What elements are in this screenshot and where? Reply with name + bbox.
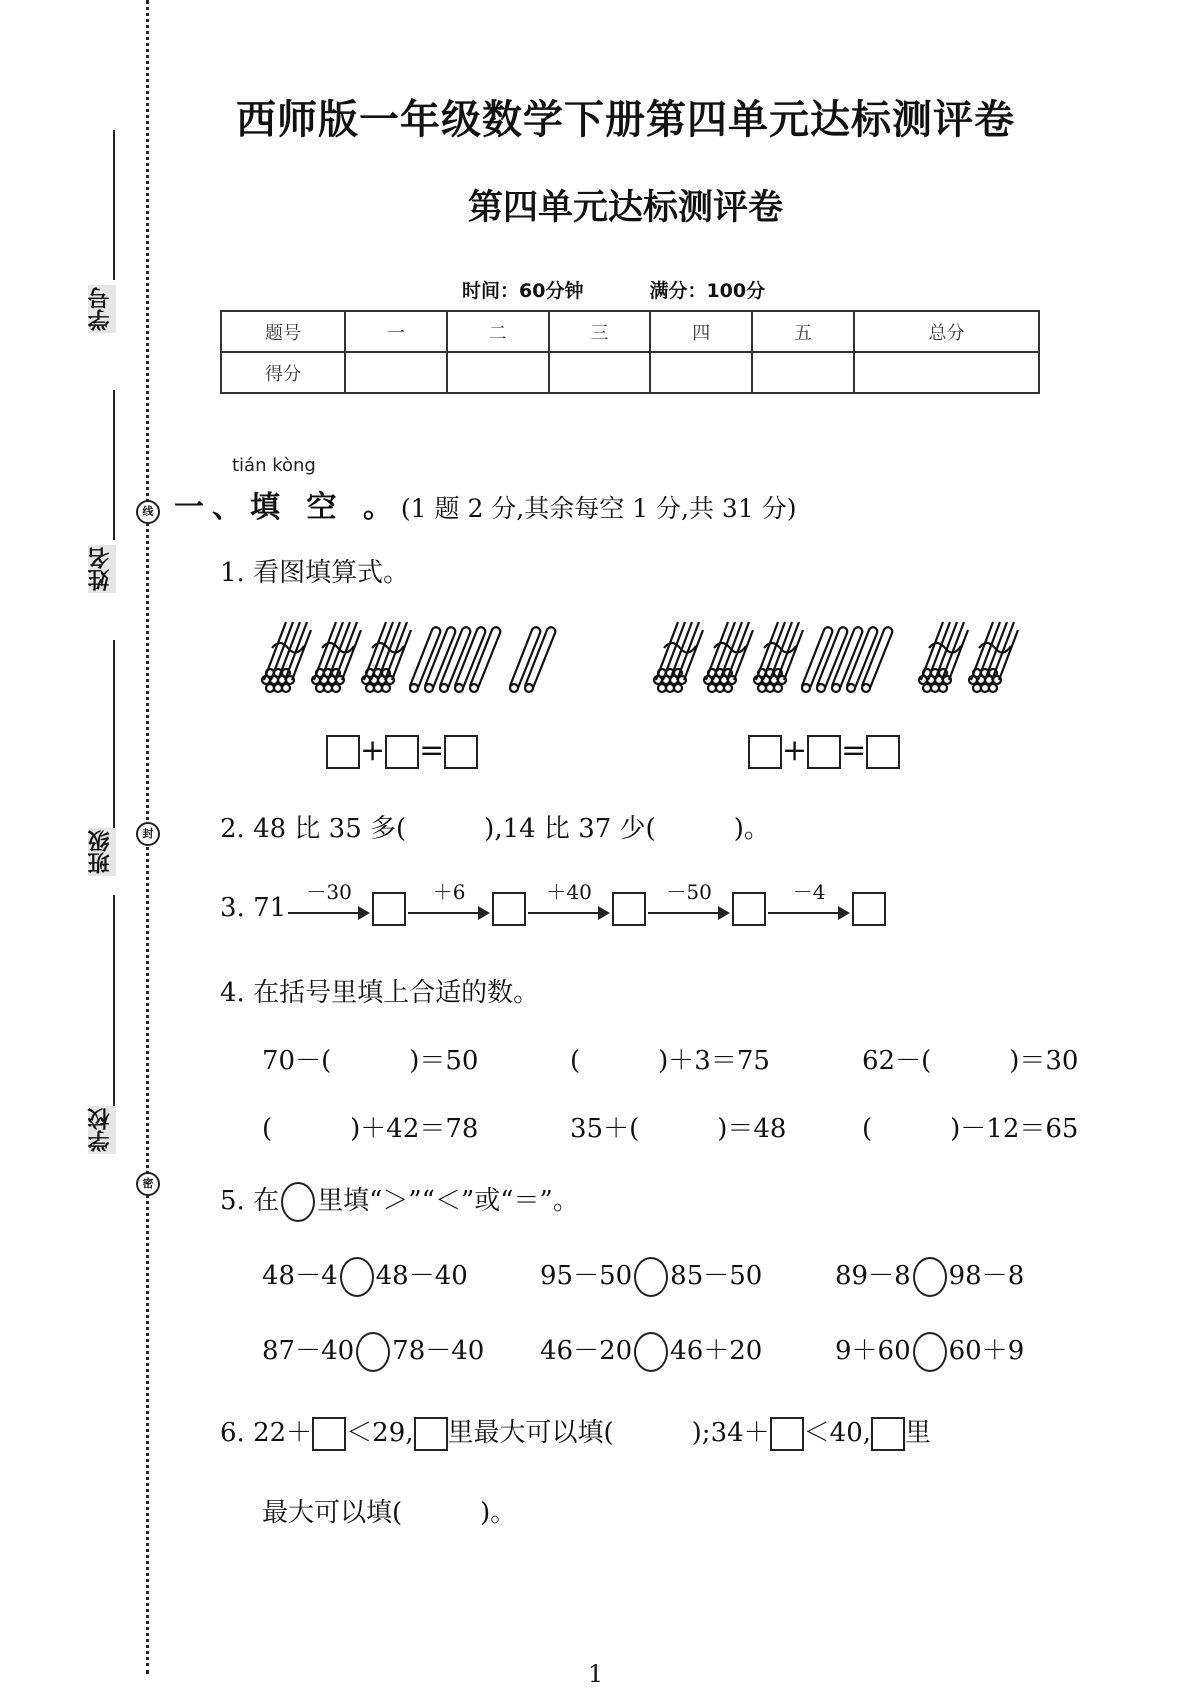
score-header-cell: 五 [752, 311, 854, 352]
class-underline[interactable] [113, 640, 115, 830]
score-header-cell: 一 [345, 311, 447, 352]
page-title: 西师版一年级数学下册第四单元达标测评卷 [236, 97, 1015, 143]
answer-box[interactable] [770, 1417, 804, 1451]
score-cell[interactable] [549, 352, 651, 393]
compare-circle[interactable] [913, 1257, 947, 1297]
question-6-text: 6. 22＋ ＜29, 里最大可以填( );34＋ ＜40, 里 [220, 1412, 931, 1451]
seal-mark-seal: 封 [136, 822, 160, 846]
section-pinyin: tián kòng [232, 455, 316, 476]
score-row-label: 得分 [221, 352, 345, 393]
score-cell[interactable] [752, 352, 854, 393]
q4-item[interactable]: 62－( )＝30 [862, 1046, 1079, 1076]
plus-sign: + [360, 733, 386, 768]
q4-item[interactable]: ( )＋42＝78 [262, 1114, 479, 1144]
section-scoring-note: (1 题 2 分,其余每空 1 分,共 31 分) [400, 494, 797, 523]
score-cell[interactable] [447, 352, 549, 393]
answer-box[interactable] [372, 892, 406, 926]
q4-item[interactable]: 35＋( )＝48 [570, 1114, 787, 1144]
score-cell[interactable] [345, 352, 447, 393]
question-6-line2: 最大可以填( )。 [262, 1498, 517, 1528]
score-table-row [221, 352, 1039, 393]
score-header-cell: 题号 [221, 311, 345, 352]
arrow-step: －30 [286, 890, 372, 928]
answer-box[interactable] [385, 735, 419, 769]
q5-compare-item: 95－50 85－50 [540, 1255, 762, 1297]
arrow-step: ＋40 [526, 890, 612, 928]
seal-mark-secret: 密 [136, 1172, 160, 1196]
q5-compare-item: 48－4 48－40 [262, 1255, 468, 1297]
score-header-cell: 四 [650, 311, 752, 352]
score-table [220, 310, 1040, 394]
q4-item[interactable]: 70－( )＝50 [262, 1046, 479, 1076]
chain-start: 3. 71 [220, 893, 287, 923]
name-label: 姓名 [88, 545, 116, 593]
score-header-cell: 总分 [854, 311, 1039, 352]
compare-circle[interactable] [356, 1332, 390, 1372]
q4-item[interactable]: ( )＋3＝75 [570, 1046, 770, 1076]
answer-box[interactable] [612, 892, 646, 926]
counting-sticks-picture-right [650, 618, 1030, 698]
circle-icon [281, 1182, 315, 1222]
arrow-step: －50 [646, 890, 732, 928]
q4-item[interactable]: ( )－12＝65 [862, 1114, 1079, 1144]
score-header-cell: 二 [447, 311, 549, 352]
question-1-text: 1. 看图填算式。 [220, 558, 410, 588]
q5-compare-item: 46－20 46＋20 [540, 1330, 762, 1372]
answer-box[interactable] [492, 892, 526, 926]
equals-sign: = [419, 733, 445, 768]
compare-circle[interactable] [634, 1257, 668, 1297]
answer-box[interactable] [732, 892, 766, 926]
seal-mark-line: 线 [136, 500, 160, 524]
answer-box[interactable] [852, 892, 886, 926]
answer-box[interactable] [312, 1417, 346, 1451]
compare-circle[interactable] [913, 1332, 947, 1372]
answer-box[interactable] [866, 735, 900, 769]
answer-box[interactable] [326, 735, 360, 769]
class-label: 班级 [88, 828, 116, 876]
answer-box[interactable] [807, 735, 841, 769]
q5-compare-item: 89－8 98－8 [835, 1255, 1024, 1297]
question-4-text: 4. 在括号里填上合适的数。 [220, 978, 540, 1008]
page-subtitle: 第四单元达标测评卷 [467, 188, 783, 228]
answer-box[interactable] [414, 1417, 448, 1451]
score-header-cell: 三 [549, 311, 651, 352]
q5-compare-item: 87－40 78－40 [262, 1330, 484, 1372]
q1-equation-right [748, 733, 900, 769]
q1-equation-left [326, 733, 478, 769]
question-5-text: 5. 在 里填“＞”“＜”或“＝”。 [220, 1180, 579, 1222]
arrow-step: －4 [766, 890, 852, 928]
student-id-label: 学号 [88, 285, 116, 333]
section-title: 一、填 空 。 [174, 490, 401, 525]
school-underline[interactable] [113, 895, 115, 1107]
plus-sign: + [782, 733, 808, 768]
q5-compare-item: 9＋60 60＋9 [835, 1330, 1024, 1372]
answer-box[interactable] [748, 735, 782, 769]
arrow-step: ＋6 [406, 890, 492, 928]
compare-circle[interactable] [340, 1257, 374, 1297]
answer-box[interactable] [871, 1417, 905, 1451]
page-number: 1 [588, 1660, 604, 1688]
score-cell[interactable] [650, 352, 752, 393]
school-label: 学校 [88, 1106, 116, 1154]
exam-meta [462, 276, 831, 303]
full-score: 满分：100分 [649, 280, 766, 302]
equals-sign: = [841, 733, 867, 768]
section-heading [174, 482, 796, 526]
answer-box[interactable] [444, 735, 478, 769]
question-2-text: 2. 48 比 35 多( ),14 比 37 少( )。 [220, 814, 770, 844]
name-underline[interactable] [113, 390, 115, 540]
score-cell[interactable] [854, 352, 1039, 393]
compare-circle[interactable] [634, 1332, 668, 1372]
time-limit: 时间：60分钟 [462, 280, 584, 302]
score-table-header-row [221, 311, 1039, 352]
counting-sticks-picture-left [258, 618, 558, 698]
question-3-chain [220, 880, 886, 928]
